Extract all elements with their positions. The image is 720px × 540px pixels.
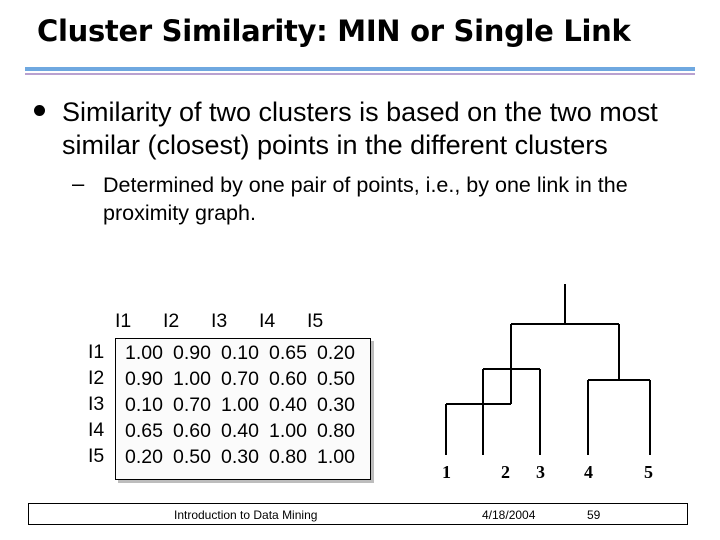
bullet-marker bbox=[34, 105, 45, 116]
matrix-row-header: I3 bbox=[88, 393, 105, 415]
title-divider bbox=[25, 67, 695, 71]
matrix-row-header: I5 bbox=[88, 445, 105, 467]
sub-bullet-marker: – bbox=[72, 171, 85, 196]
leaf-label: 4 bbox=[584, 462, 593, 482]
matrix-cell: 0.80 bbox=[269, 446, 307, 468]
matrix-cell: 0.70 bbox=[221, 368, 259, 390]
slide-title: Cluster Similarity: MIN or Single Link bbox=[37, 14, 631, 48]
matrix-cell: 1.00 bbox=[269, 420, 307, 442]
matrix-cell: 0.60 bbox=[173, 420, 211, 442]
matrix-cell: 0.10 bbox=[125, 394, 163, 416]
matrix-cell: 0.40 bbox=[221, 420, 259, 442]
matrix-cell: 0.20 bbox=[317, 342, 355, 364]
matrix-cell: 1.00 bbox=[125, 342, 163, 364]
matrix-row-header: I2 bbox=[88, 367, 105, 389]
matrix-cell: 0.30 bbox=[317, 394, 355, 416]
matrix-row-header: I1 bbox=[88, 341, 105, 363]
footer-date: 4/18/2004 bbox=[482, 508, 536, 522]
leaf-label: 3 bbox=[536, 462, 545, 482]
footer-course: Introduction to Data Mining bbox=[174, 508, 318, 522]
matrix-cell: 0.40 bbox=[269, 394, 307, 416]
matrix-column-header: I1 bbox=[115, 310, 132, 332]
leaf-label: 1 bbox=[442, 462, 451, 482]
matrix-cell: 0.90 bbox=[125, 368, 163, 390]
matrix-cell: 1.00 bbox=[173, 368, 211, 390]
leaf-label: 2 bbox=[501, 462, 510, 482]
matrix-cell: 1.00 bbox=[317, 446, 355, 468]
matrix-column-header: I3 bbox=[211, 310, 228, 332]
sub-bullet: Determined by one pair of points, i.e., by one link in the proximity graph. bbox=[103, 173, 628, 225]
main-bullet: Similarity of two clusters is based on the two most similar (closest) points in the different clusters bbox=[62, 97, 658, 160]
matrix-cell: 0.60 bbox=[269, 368, 307, 390]
matrix-row-header: I4 bbox=[88, 419, 105, 441]
matrix-cell: 0.50 bbox=[173, 446, 211, 468]
matrix-cell: 0.65 bbox=[125, 420, 163, 442]
matrix-column-header: I5 bbox=[307, 310, 324, 332]
leaf-label: 5 bbox=[644, 462, 653, 482]
matrix-cell: 0.80 bbox=[317, 420, 355, 442]
title-divider-secondary bbox=[25, 73, 695, 75]
matrix-cell: 0.50 bbox=[317, 368, 355, 390]
slide-footer bbox=[28, 503, 688, 525]
matrix-cell: 0.90 bbox=[173, 342, 211, 364]
footer-page-number: 59 bbox=[587, 508, 601, 522]
matrix-cell: 1.00 bbox=[221, 394, 259, 416]
matrix-column-header: I2 bbox=[163, 310, 180, 332]
matrix-column-header: I4 bbox=[259, 310, 276, 332]
matrix-cell: 0.10 bbox=[221, 342, 259, 364]
dendrogram-svg bbox=[420, 280, 680, 490]
dendrogram bbox=[420, 280, 680, 495]
matrix-box bbox=[115, 338, 371, 480]
matrix-cell: 0.20 bbox=[125, 446, 163, 468]
matrix-cell: 0.65 bbox=[269, 342, 307, 364]
matrix-cell: 0.30 bbox=[221, 446, 259, 468]
matrix-cell: 0.70 bbox=[173, 394, 211, 416]
